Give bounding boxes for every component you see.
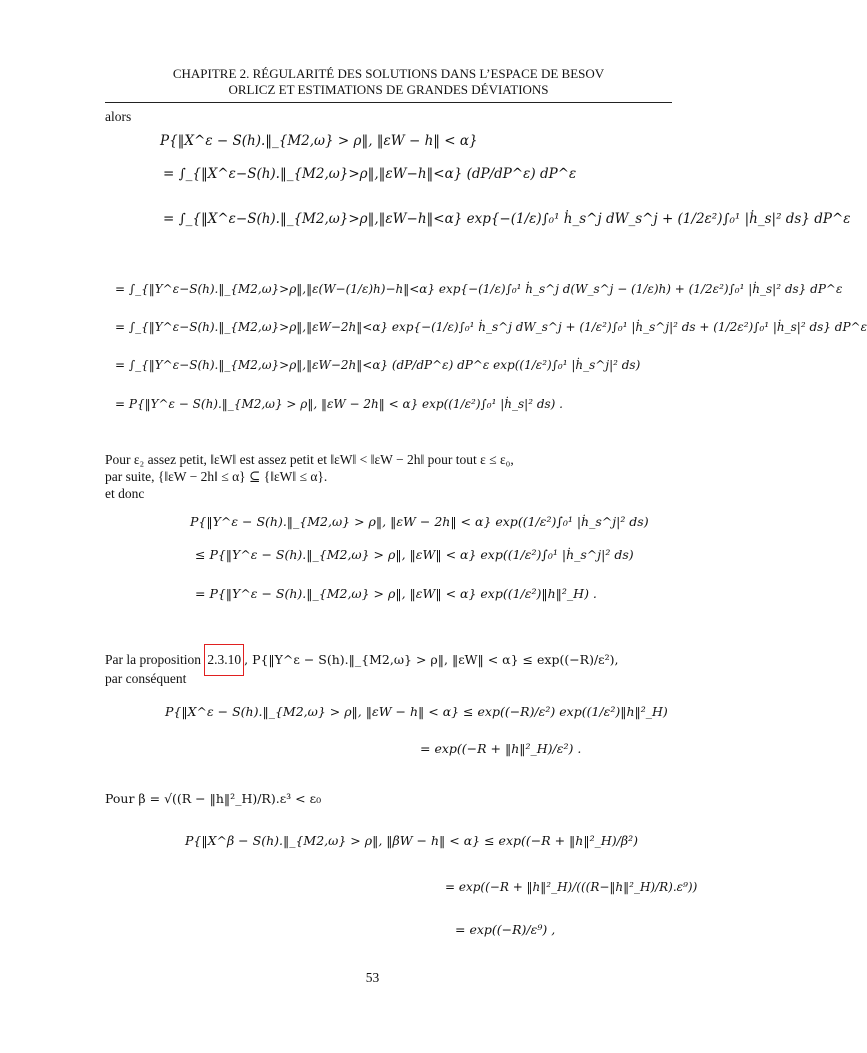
equation-h3: = exp((−R)/ε⁹) , [455, 922, 556, 937]
text-et-donc: et donc [105, 486, 145, 501]
equation-h2: = exp((−R + ‖h‖²_H)/(((R−‖h‖²_H)/R).ε⁹)) [445, 880, 698, 894]
equation-e3: = ∫_{‖X^ε−S(h).‖_{M2,ω}>ρ‖,‖εW−h‖<α} exp{−(1/ε)∫₀¹ ḣ_s^j dW_s^j + (1/2ε²)∫₀¹ |ḣ_s|² ds} dP^ε [163, 211, 851, 227]
equation-e1: P{‖X^ε − S(h).‖_{M2,ω} > ρ‖, ‖εW − h‖ < α} [160, 133, 478, 149]
equation-f2: ≤ P{‖Y^ε − S(h).‖_{M2,ω} > ρ‖, ‖εW‖ < α} exp((1/ε²)∫₀¹ |ḣ_s^j|² ds) [195, 547, 634, 562]
text-par-la-proposition [105, 651, 619, 669]
text-par-la-prop-suffix: , P{‖Y^ε − S(h).‖_{M2,ω} > ρ‖, ‖εW‖ < α} ≤ exp((−R)/ε²), [244, 652, 619, 667]
text-par-consequent: par conséquent [105, 671, 187, 686]
text-par-la-prop-prefix: Par la proposition [105, 652, 201, 667]
running-header [105, 66, 672, 98]
header-rule [105, 102, 672, 103]
page-number: 53 [365, 970, 380, 985]
text-pour-beta: Pour β = √((R − ‖h‖²_H)/R).ε³ < ε₀ [105, 791, 322, 806]
header-line-1: CHAPITRE 2. RÉGULARITÉ DES SOLUTIONS DANS L’ESPACE DE BESOV [172, 66, 605, 81]
equation-e7: = P{‖Y^ε − S(h).‖_{M2,ω} > ρ‖, ‖εW − 2h‖ < α} exp((1/ε²)∫₀¹ |ḣ_s|² ds) . [115, 397, 563, 411]
equation-e6: = ∫_{‖Y^ε−S(h).‖_{M2,ω}>ρ‖,‖εW−2h‖<α} (dP/dP^ε) dP^ε exp((1/ε²)∫₀¹ |ḣ_s^j|² ds) [115, 358, 641, 372]
equation-f3: = P{‖Y^ε − S(h).‖_{M2,ω} > ρ‖, ‖εW‖ < α} exp((1/ε²)‖h‖²_H) . [195, 586, 597, 601]
equation-h1: P{‖X^β − S(h).‖_{M2,ω} > ρ‖, ‖βW − h‖ < α} ≤ exp((−R + ‖h‖²_H)/β²) [185, 833, 638, 848]
text-pour-eps2-line2: par suite, {‖εW − 2h‖ ≤ α} ⊆ {‖εW‖ ≤ α}. [105, 469, 328, 484]
text-pour-eps2-line1: Pour ε₂ assez petit, ‖εW‖ est assez petit et ‖εW‖ < ‖εW − 2h‖ pour tout ε ≤ ε₀, [105, 452, 514, 467]
equation-f1: P{‖Y^ε − S(h).‖_{M2,ω} > ρ‖, ‖εW − 2h‖ < α} exp((1/ε²)∫₀¹ |ḣ_s^j|² ds) [190, 514, 649, 529]
equation-e4: = ∫_{‖Y^ε−S(h).‖_{M2,ω}>ρ‖,‖ε(W−(1/ε)h)−h‖<α} exp{−(1/ε)∫₀¹ ḣ_s^j d(W_s^j − (1/ε)h) + (1/2ε²)∫₀¹ |ḣ_s|² ds} dP^ε [115, 282, 843, 296]
text-alors: alors [105, 109, 132, 124]
equation-e5: = ∫_{‖Y^ε−S(h).‖_{M2,ω}>ρ‖,‖εW−2h‖<α} exp{−(1/ε)∫₀¹ ḣ_s^j dW_s^j + (1/ε²)∫₀¹ |ḣ_s^j|² ds + (1/2ε²)∫₀¹ |ḣ_s|² ds} dP^ε [115, 320, 867, 334]
header-line-2: ORLICZ ET ESTIMATIONS DE GRANDES DÉVIATIONS [228, 82, 549, 97]
proposition-reference-link[interactable]: 2.3.10 [204, 644, 244, 676]
equation-g2: = exp((−R + ‖h‖²_H)/ε²) . [420, 741, 582, 756]
equation-g1: P{‖X^ε − S(h).‖_{M2,ω} > ρ‖, ‖εW − h‖ < α} ≤ exp((−R)/ε²) exp((1/ε²)‖h‖²_H) [165, 704, 668, 719]
equation-e2: = ∫_{‖X^ε−S(h).‖_{M2,ω}>ρ‖,‖εW−h‖<α} (dP/dP^ε) dP^ε [163, 166, 577, 182]
